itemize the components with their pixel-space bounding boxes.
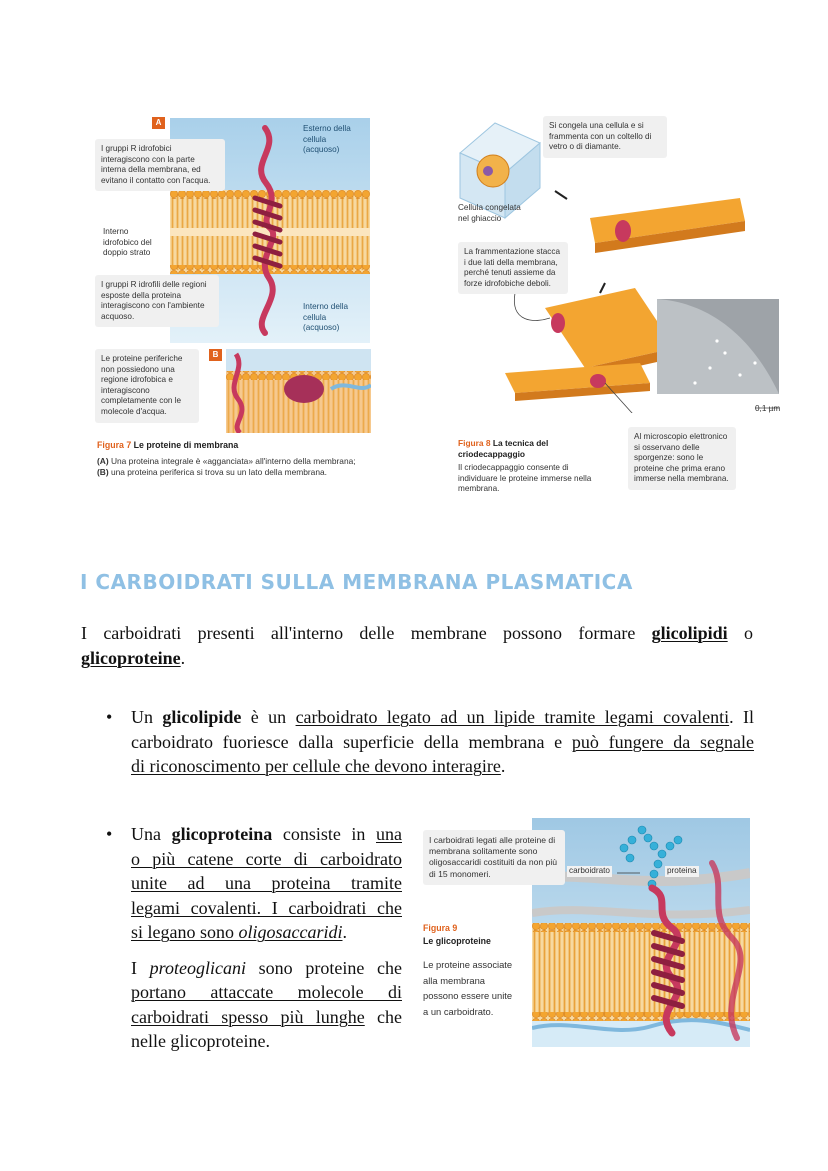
callout-microscope: Al microscopio elettronico si osservano delle sporgenze: sono le proteine che prima erano immerse nella membrana. xyxy=(628,427,736,490)
b2-l1a: Una xyxy=(131,824,172,844)
figure-9-title xyxy=(423,922,523,948)
intro-end: . xyxy=(180,648,186,668)
b1-line3-underlined: di riconoscimento per cellule che devono interagire xyxy=(131,756,501,776)
figure-7 xyxy=(95,115,380,515)
bullet-glicolipide-text xyxy=(131,705,754,779)
label-hydrophobic-interior: Interno idrofobico del doppio strato xyxy=(103,227,152,258)
term-glicolipidi: glicolipidi xyxy=(651,623,728,643)
label-frozen-cell: Cellula congelata nel ghiaccio xyxy=(458,203,521,223)
callout-freeze-cell: Si congela una cellula e si frammenta con un coltello di vetro o di diamante. xyxy=(543,116,667,158)
label-proteina: proteina xyxy=(667,866,697,875)
term-glicolipide: glicolipide xyxy=(162,707,242,727)
intro-text: I carboidrati presenti all'interno delle membrane possono formare xyxy=(81,623,652,643)
label-internal-cell: Interno della cellula (acquoso) xyxy=(303,302,349,333)
b2-p2-line-4 xyxy=(131,1029,402,1054)
b2-p2-l1c: sono proteine che xyxy=(246,957,402,978)
figure-9-number: Figura 9 xyxy=(423,923,458,933)
b1-dot: . Il xyxy=(729,707,754,727)
figure-7-name: Le proteine di membrana xyxy=(133,440,239,450)
figure-7-caption xyxy=(97,456,357,478)
bullet-glicoproteina xyxy=(106,822,402,1054)
b2-l4: legami covalenti. I carboidrati che xyxy=(131,897,402,918)
figure-8 xyxy=(455,113,785,513)
intro-o: o xyxy=(727,623,753,643)
figure-7-title xyxy=(97,440,238,450)
figure-9 xyxy=(420,818,752,1048)
b1-definition: carboidrato legato ad un lipide tramite legami covalenti xyxy=(295,707,730,727)
figure-8-caption: Il criodecappaggio consente di individuare le proteine immerse nella membrana. xyxy=(458,463,592,494)
b2-l1c: consiste in xyxy=(272,824,376,844)
b2-p2-l2: portano attaccate molecole di xyxy=(131,982,402,1002)
b2-line-3 xyxy=(131,871,402,896)
b2-line-1 xyxy=(131,822,402,847)
b1-line-3 xyxy=(131,754,754,779)
b2-p2-line-3 xyxy=(131,1005,402,1030)
b2-p2-l1a: I xyxy=(131,957,150,978)
figure-8-title xyxy=(458,438,568,460)
b2-line-2 xyxy=(131,847,402,872)
callout-hydrophobic-r: I gruppi R idrofobici interagiscono con la parte interna della membrana, ed evitano il contatto con l'acqua. xyxy=(95,139,225,191)
callout-peripheral-proteins: Le proteine periferiche non possiedono una regione idrofobica e interagiscono completamente con le molecole d'acqua. xyxy=(95,349,199,423)
term-oligosaccaridi: oligosaccaridi xyxy=(238,922,343,942)
b2-line-5 xyxy=(131,920,402,945)
figure-7-number: Figura 7 xyxy=(97,440,132,450)
intro-paragraph xyxy=(81,621,753,671)
caption-part-1: Una proteina integrale è «agganciata» all'interno della membrana; xyxy=(108,456,356,466)
scale-bar-label: 0,1 µm xyxy=(755,404,781,413)
b1-e: è un xyxy=(241,707,296,727)
label-external-cell: Esterno della cellula (acquoso) xyxy=(303,124,351,155)
b2-l5c: . xyxy=(342,922,347,942)
b1-line2-text: carboidrato fuoriesce dalla superficie della membrana e xyxy=(131,731,572,752)
intro-line-1 xyxy=(81,621,753,646)
b2-p2-l3a: carboidrati spesso più lunghe xyxy=(131,1006,365,1027)
b2-p2-line-2 xyxy=(131,980,402,1005)
section-heading: I CARBOIDRATI SULLA MEMBRANA PLASMATICA xyxy=(80,570,633,594)
caption-b-marker: (B) xyxy=(97,467,109,477)
b2-l2: o più catene corte di carboidrato xyxy=(131,848,402,869)
panel-a-label: A xyxy=(152,117,165,129)
b2-p2-l4: nelle glicoproteine. xyxy=(131,1031,270,1051)
panel-b-label: B xyxy=(209,349,222,361)
b2-p2-l3b: che xyxy=(364,1006,402,1027)
callout-hydrophilic-r: I gruppi R idrofili delle regioni esposte della proteina interagiscono con l'ambiente acquoso. xyxy=(95,275,219,327)
b2-l5a: si legano sono xyxy=(131,922,239,942)
figure-7b-peripheral-illustration xyxy=(226,349,371,433)
figure-8-number: Figura 8 xyxy=(458,438,491,448)
b2-p2-line-1 xyxy=(131,956,402,981)
figure-9-name: Le glicoproteine xyxy=(423,936,491,946)
intro-line-2 xyxy=(81,646,753,671)
bullet-marker: • xyxy=(106,707,113,727)
figure-8-name: La tecnica del criodecappaggio xyxy=(458,438,549,459)
term-proteoglicani: proteoglicani xyxy=(149,957,246,978)
bullet-glicoproteina-text xyxy=(131,822,402,1054)
figure-9-caption: Le proteine associate alla membrana possono essere unite a un carboidrato. xyxy=(423,959,513,1017)
b2-l1d: una xyxy=(376,824,402,844)
caption-part-2: una proteina periferica si trova su un lato della membrana. xyxy=(108,467,327,477)
b1-line-2 xyxy=(131,730,754,755)
bullet-glicolipide xyxy=(106,705,754,779)
b2-l3: unite ad una proteina tramite xyxy=(131,873,402,893)
b1-line2-underlined: può fungere da segnale xyxy=(571,731,754,752)
b1-line3-end: . xyxy=(500,756,506,776)
b1-line-1 xyxy=(131,705,754,730)
term-glicoproteine: glicoproteine xyxy=(81,648,181,668)
b1-un: Un xyxy=(131,707,163,727)
b2-line-4 xyxy=(131,896,402,921)
label-carboidrato: carboidrato xyxy=(569,866,610,875)
callout-fracture: La frammentazione stacca i due lati della membrana, perché tenuti assieme da forze idrofobiche deboli. xyxy=(458,242,568,294)
bullet-marker-2: • xyxy=(106,824,113,844)
term-glicoproteina: glicoproteina xyxy=(171,824,273,844)
caption-a-marker: (A) xyxy=(97,456,109,466)
callout-oligosaccharides: I carboidrati legati alle proteine di membrana solitamente sono oligosaccaridi costituiti da non più di 15 monomeri. xyxy=(423,830,565,885)
